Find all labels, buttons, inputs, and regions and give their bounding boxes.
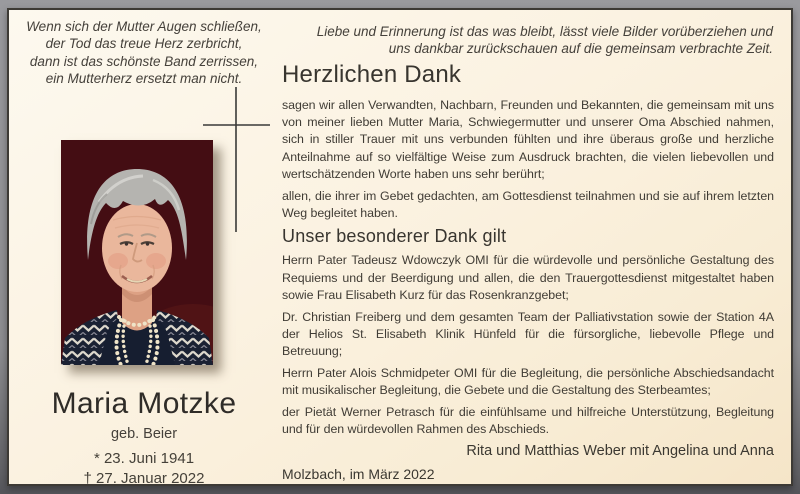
paragraph: allen, die ihrer im Gebet gedachten, am Gottesdienst teilnahmen und sie auf ihrem letzten Weg begleitet haben. — [282, 188, 774, 220]
place-date: Molzbach, im März 2022 — [282, 465, 435, 482]
death-date: † 27. Januar 2022 — [83, 469, 205, 487]
portrait-photo — [61, 140, 213, 365]
poem-line: ein Mutterherz ersetzt man nicht. — [45, 70, 243, 86]
subheading: Unser besonderer Dank gilt — [282, 226, 507, 247]
paragraph: Herrn Pater Alois Schmidpeter OMI für die Begleitung, die persönliche Abschiedsandacht mit musikalischer Begleitung, die Gebete und die Gestaltung des Sterbeamtes; — [282, 365, 774, 397]
signature: Rita und Matthias Weber mit Angelina und Anna — [466, 442, 774, 459]
paragraph: Herrn Pater Tadeusz Wdowczyk OMI für die würdevolle und persönliche Gestaltung des Requiems und der Beerdigung und allen, die den Trauergottesdienst mitgestaltet haben sowie Frau Elisabeth Kurz für das Rosenkranzgebet; — [282, 253, 774, 302]
epigraph-line: uns dankbar zurückschauen auf die gemeinsam verbrachte Zeit. — [388, 41, 773, 57]
maiden-name: geb. Beier — [110, 426, 178, 442]
poem-line: Wenn sich der Mutter Augen schließen, — [26, 19, 262, 34]
epigraph — [283, 23, 773, 58]
heading: Herzlichen Dank — [282, 61, 462, 88]
obituary-notice — [7, 8, 793, 486]
poem-line: der Tod das treue Herz zerbricht, — [45, 36, 243, 52]
poem-line: dann ist das schönste Band zerrissen, — [29, 53, 259, 69]
deceased-block — [9, 387, 279, 488]
birth-date: * 23. Juni 1941 — [93, 450, 195, 467]
poem — [9, 18, 279, 87]
face — [102, 204, 172, 292]
deceased-name: Maria Motzke — [51, 387, 237, 420]
paragraph: der Pietät Werner Petrasch für die einfühlsame und hilfreiche Unterstützung, Begleitung und für den würdevollen Rahmen des Abschieds. — [282, 404, 774, 436]
thanks-text — [282, 61, 774, 482]
paragraph: sagen wir allen Verwandten, Nachbarn, Freunden und Bekannten, die gemeinsam mit uns von meiner lieben Mutter Maria, Schwiegermutter und unserer Oma Abschied nahmen, sich in stiller Trauer mit uns verbunden fühlten und ihre überaus große und herzliche Anteilnahme auf so vielfältige Weise zum Ausdruck brachten, die vielen liebevollen und wertschätzenden Worte haben uns sehr berührt; — [282, 98, 774, 181]
paragraph: Dr. Christian Freiberg und dem gesamten Team der Palliativstation sowie der Station 4A der Helios St. Elisabeth Klinik Hünfeld für die fürsorgliche, liebevolle Pflege und Betreuung; — [282, 309, 774, 358]
epigraph-line: Liebe und Erinnerung ist das was bleibt, lässt viele Bilder vorüberziehen und — [316, 24, 773, 39]
